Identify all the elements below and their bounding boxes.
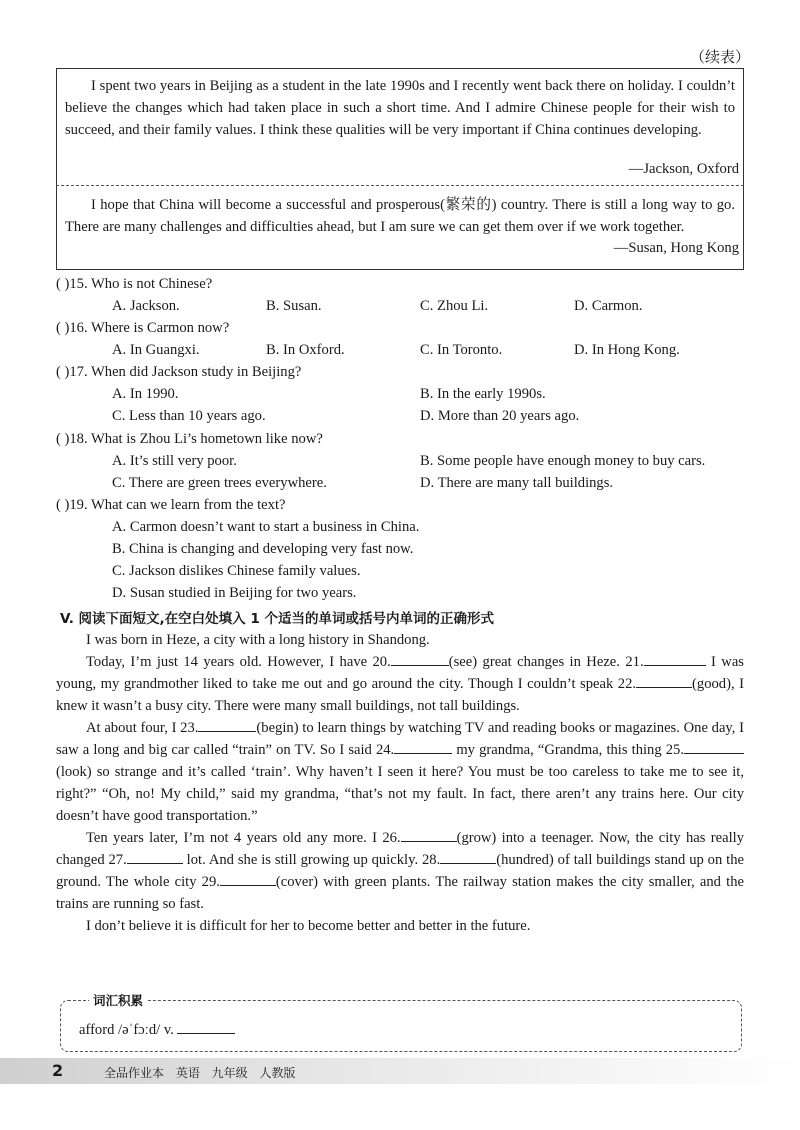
passage-paragraph-2 [56,651,744,717]
blank-25[interactable] [684,739,744,754]
blank-22[interactable] [636,673,692,688]
vocab-blank[interactable] [177,1019,235,1034]
question-stem: ( )16. Where is Carmon now? [56,320,230,336]
question-17 [56,364,746,430]
option-d[interactable]: D. In Hong Kong. [574,342,680,358]
option-c[interactable]: C. Zhou Li. [420,298,489,314]
letter-box-jackson [56,68,744,186]
passage-text: (begin) to learn things by watching TV and reading books or magazines. One day, I saw a long and big car called “train” on TV. So I said 24. [56,720,745,758]
passage-paragraph-3 [56,717,744,827]
passage-paragraph-1: I was born in Heze, a city with a long history in Shandong. [86,632,430,648]
question-stem: ( )19. What can we learn from the text? [56,497,286,513]
blank-28[interactable] [440,849,496,864]
passage [56,629,744,937]
question-15 [56,276,746,320]
option-c[interactable]: C. There are green trees everywhere. [112,475,327,491]
option-b[interactable]: B. Some people have enough money to buy cars. [420,453,706,469]
letter-box-susan [56,185,744,270]
passage-text: (hundred) of tall buildings stand up on the ground. The whole city 29. [56,852,745,890]
blank-23[interactable] [198,717,256,732]
option-d[interactable]: D. More than 20 years ago. [420,408,580,424]
passage-paragraph-4 [56,827,744,915]
letter-signature: —Susan, Hong Kong [613,240,739,256]
passage-text: (look) so strange and it’s called ‘train’. Why haven’t I seen it here? You must be too careless to take me to see it, right?” “Oh, no! My child,” said my grandma, “that’s not my fault. In fact, there aren’t any trains here. Our city doesn’t have good transportation.” [56,764,744,824]
letter-text: I hope that China will become a successful and prosperous(繁荣的) country. There is still a long way to go. There are many challenges and difficulties ahead, but I am sure we can get them over if we work together. [65,197,735,235]
option-b[interactable]: B. Susan. [266,298,322,314]
vocab-entry [79,1019,235,1039]
question-16 [56,320,746,364]
option-b[interactable]: B. In the early 1990s. [420,386,546,402]
blank-26[interactable] [401,827,457,842]
blank-21[interactable] [644,651,706,666]
blank-24[interactable] [394,739,452,754]
vocab-box [60,993,742,1052]
option-a[interactable]: A. It’s still very poor. [112,453,237,469]
passage-text: (good), I knew it wasn’t a busy city. There were many small buildings, not tall buildings. [56,676,744,714]
passage-text: Today, I’m just 14 years old. However, I have 20. [86,654,391,670]
option-c[interactable]: C. Less than 10 years ago. [112,408,266,424]
letter-signature: —Jackson, Oxford [628,161,739,177]
blank-29[interactable] [220,871,276,886]
passage-text: (see) great changes in Heze. 21. [448,654,644,670]
footer-text: 全品作业本 英语 九年级 人教版 [104,1066,296,1080]
option-a[interactable]: A. In Guangxi. [112,342,200,358]
option-d[interactable]: D. Susan studied in Beijing for two years. [112,585,357,601]
question-stem: ( )18. What is Zhou Li’s hometown like now? [56,431,323,447]
passage-text: I was young, my grandmother liked to take me out and go around the city. Though I couldn’t speak 22. [56,654,744,692]
question-stem: ( )15. Who is not Chinese? [56,276,213,292]
passage-text: lot. And she is still growing up quickly. 28. [186,852,441,868]
passage-text: my grandma, “Grandma, this thing 25. [456,742,684,758]
option-b[interactable]: B. In Oxford. [266,342,345,358]
vocab-word: afford /əˈfɔːd/ v. [79,1022,174,1038]
continued-label: （续表） [689,50,750,66]
option-a[interactable]: A. Jackson. [112,298,180,314]
section-title: V. 阅读下面短文,在空白处填入 1 个适当的单词或括号内单词的正确形式 [60,611,494,627]
passage-text: (grow) into a teenager. Now, the city has really changed 27. [56,830,744,868]
question-19 [56,497,746,607]
letter-text: I spent two years in Beijing as a student in the late 1990s and I recently went back there on holiday. I couldn’t believe the changes which had taken place in such a short time. And I admire Chinese people for their wish to succeed, and their family values. I think these qualities will be very important if China continues developing. [65,78,735,138]
option-d[interactable]: D. Carmon. [574,298,643,314]
passage-text: At about four, I 23. [86,720,199,736]
option-c[interactable]: C. In Toronto. [420,342,503,358]
page-number: 2 [52,1061,64,1080]
option-c[interactable]: C. Jackson dislikes Chinese family values. [112,563,361,579]
blank-20[interactable] [391,651,449,666]
option-d[interactable]: D. There are many tall buildings. [420,475,614,491]
blank-27[interactable] [127,849,183,864]
option-a[interactable]: A. Carmon doesn’t want to start a business in China. [112,519,420,535]
passage-paragraph-5: I don’t believe it is difficult for her to become better and better in the future. [86,918,531,934]
option-b[interactable]: B. China is changing and developing very fast now. [112,541,414,557]
option-a[interactable]: A. In 1990. [112,386,179,402]
question-18 [56,431,746,497]
passage-text: Ten years later, I’m not 4 years old any more. I 26. [86,830,401,846]
passage-text: (cover) with green plants. The railway station makes the city smaller, and the trains are running so fast. [56,874,744,912]
vocab-title: 词汇积累 [89,991,147,1009]
question-stem: ( )17. When did Jackson study in Beijing? [56,364,302,380]
